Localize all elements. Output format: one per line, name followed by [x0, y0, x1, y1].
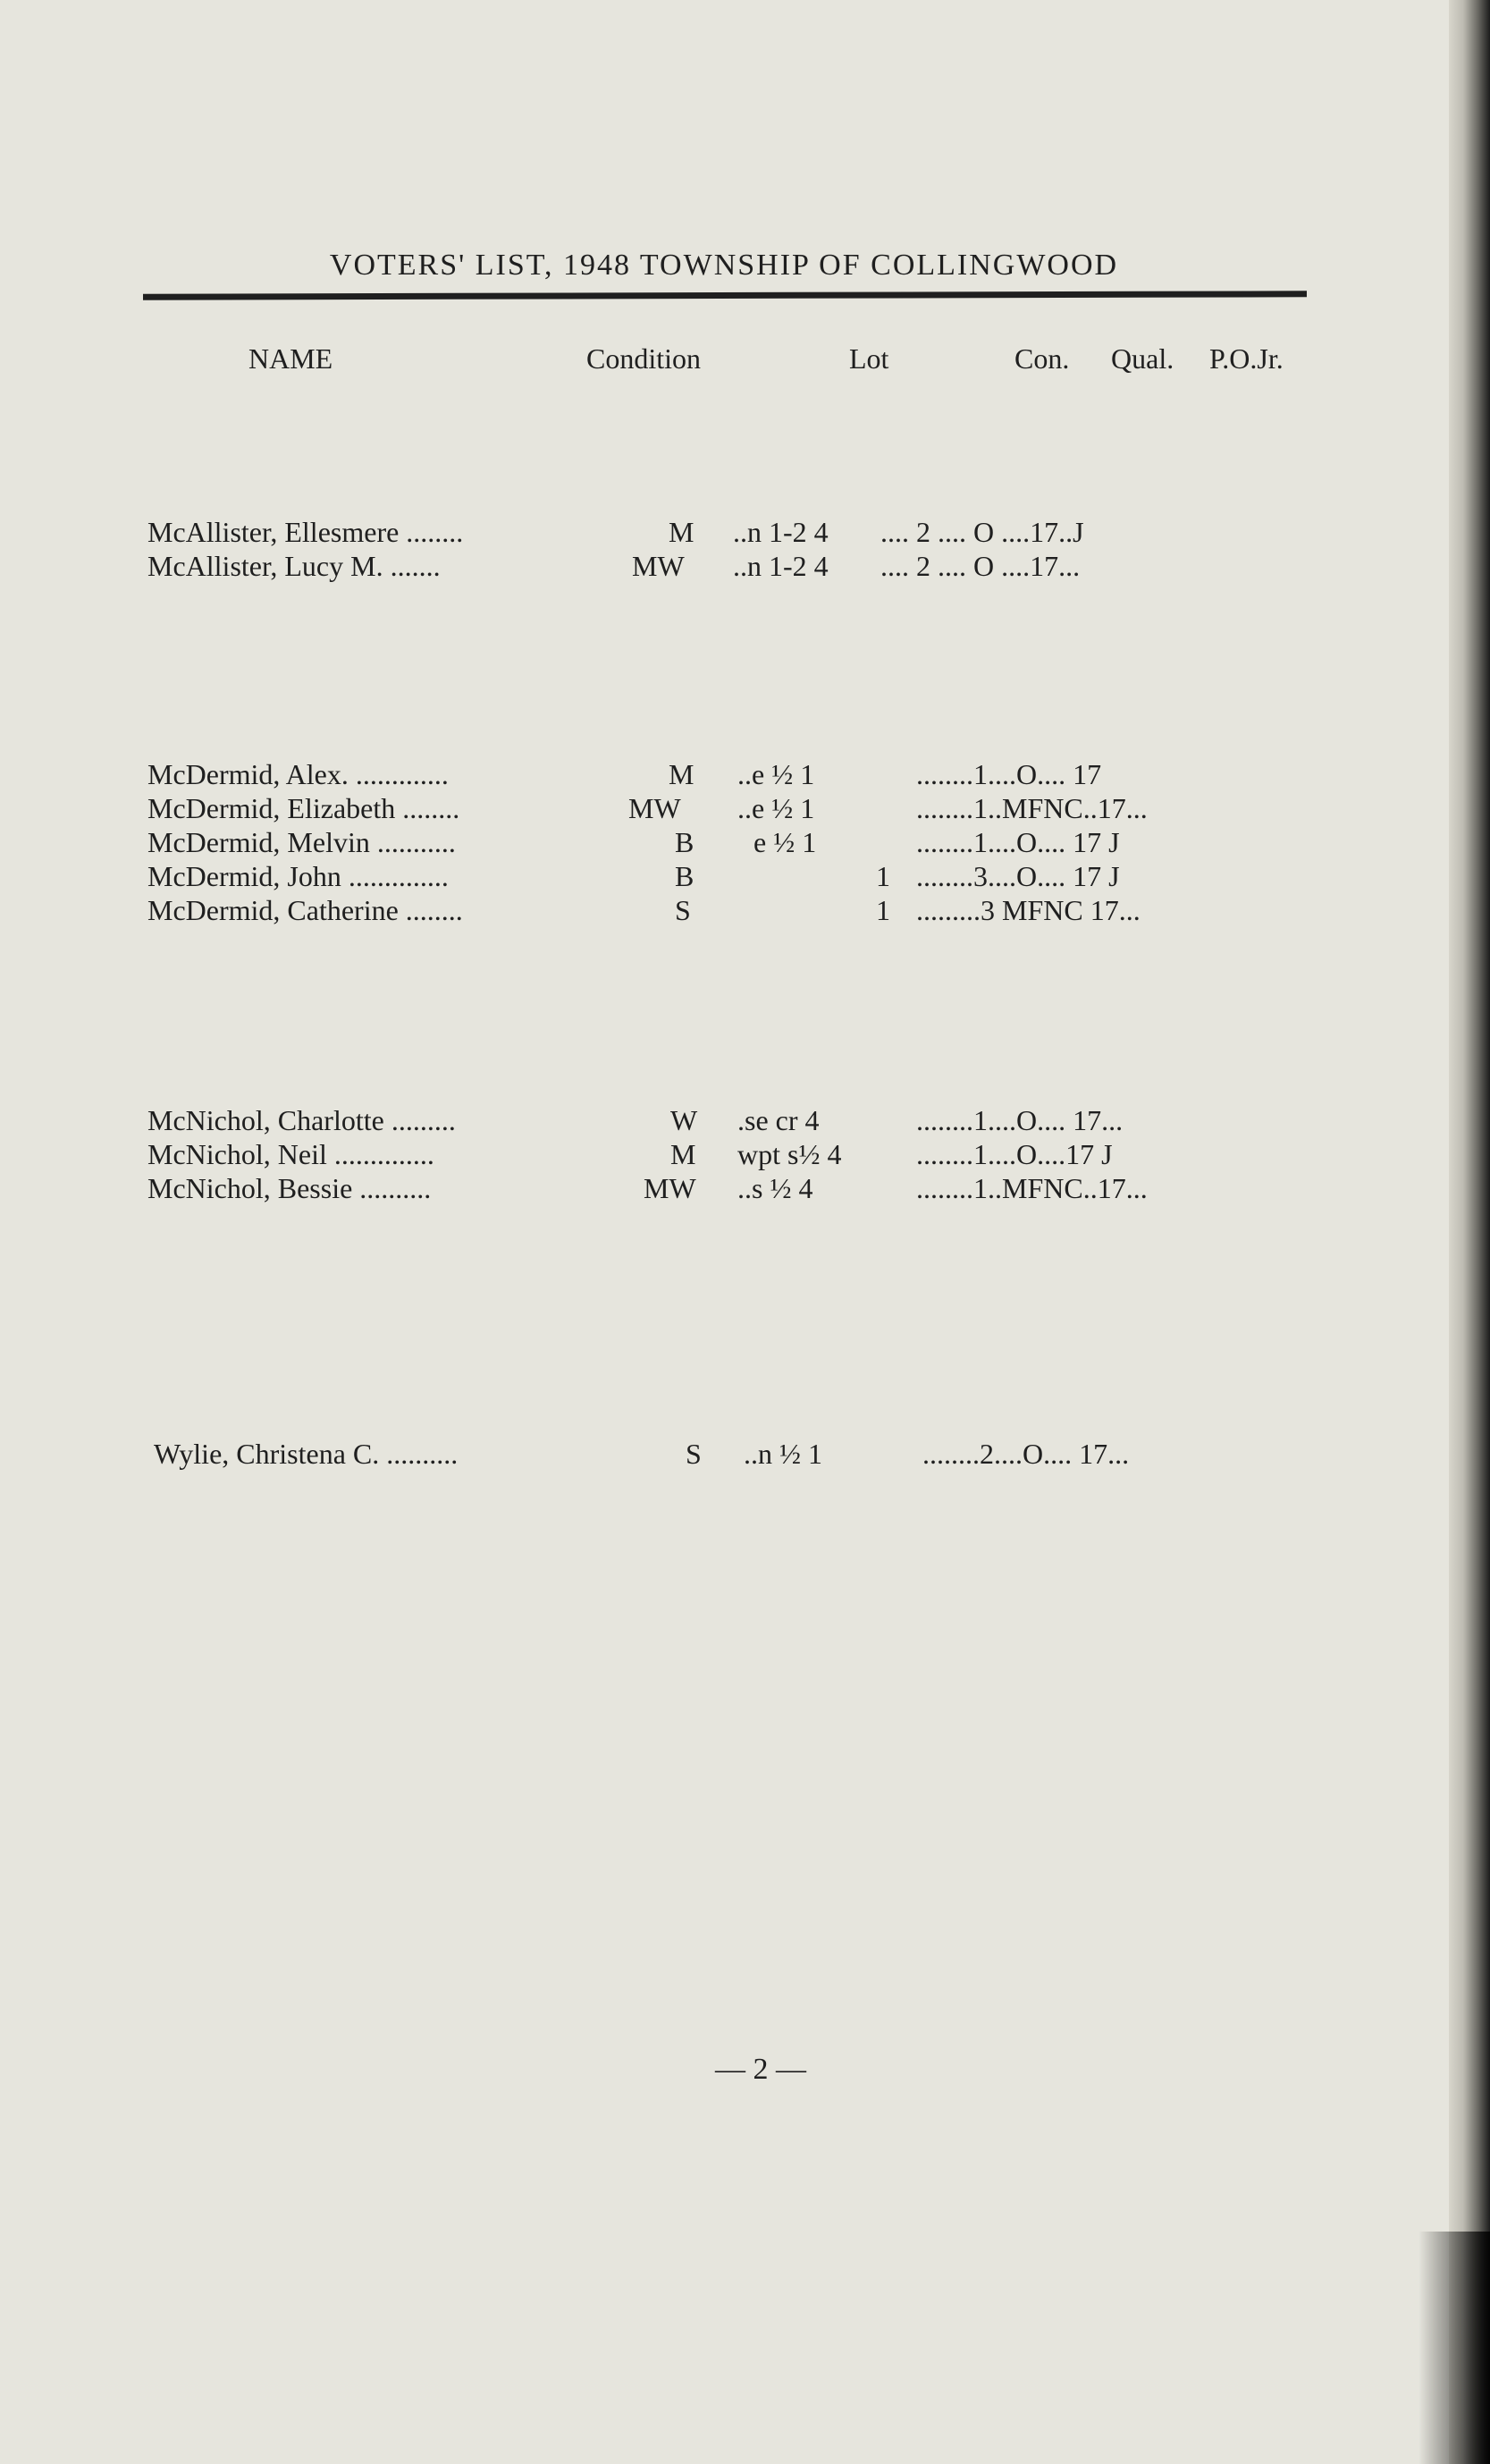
voter-details: ........2....O.... 17...	[922, 1438, 1130, 1470]
voter-lot: ..n ½ 1	[744, 1438, 822, 1470]
voter-name: McDermid, John ..............	[147, 860, 449, 892]
voter-details: .... 2 .... O ....17..J	[880, 516, 1084, 548]
voter-details: ........1....O.... 17	[916, 758, 1102, 790]
voter-details: ........1....O.... 17 J	[916, 826, 1120, 858]
voter-details: ........1..MFNC..17...	[916, 792, 1148, 824]
voter-lot: ..n 1-2 4	[733, 550, 829, 582]
voter-name: Wylie, Christena C. ..........	[154, 1438, 459, 1470]
voter-lot: wpt s½ 4	[737, 1138, 842, 1170]
voter-details: ........1....O....17 J	[916, 1138, 1113, 1170]
voter-details: .........3 MFNC 17...	[916, 894, 1141, 926]
voter-lot: e ½ 1	[753, 826, 817, 858]
page-title: VOTERS' LIST, 1948 TOWNSHIP OF COLLINGWOOD	[329, 249, 1119, 282]
voter-lot: 1	[876, 894, 890, 926]
voter-name: McDermid, Elizabeth ........	[147, 792, 460, 824]
page-number: — 2 —	[715, 2053, 806, 2086]
voter-details: ........1....O.... 17...	[916, 1104, 1124, 1136]
voter-condition: W	[670, 1104, 698, 1136]
voter-lot: 1	[876, 860, 890, 892]
column-header-name: NAME	[248, 342, 333, 375]
corner-shadow	[1418, 2232, 1490, 2464]
voter-name: McNichol, Charlotte .........	[147, 1104, 456, 1136]
voter-lot: ..e ½ 1	[737, 758, 815, 790]
header-rule	[143, 291, 1307, 300]
voter-condition: MW	[632, 550, 685, 582]
voter-lot: .se cr 4	[737, 1104, 820, 1136]
voter-name: McDermid, Catherine ........	[147, 894, 463, 926]
voter-name: McAllister, Ellesmere ........	[147, 516, 464, 548]
column-header-po-jr: P.O.Jr.	[1209, 342, 1284, 375]
voter-condition: S	[675, 894, 691, 926]
column-header-con: Con.	[1014, 342, 1070, 375]
voter-condition: B	[675, 826, 694, 858]
voter-condition: B	[675, 860, 694, 892]
voter-lot: ..n 1-2 4	[733, 516, 829, 548]
voter-details: .... 2 .... O ....17...	[880, 550, 1081, 582]
voter-condition: MW	[628, 792, 681, 824]
column-header-condition: Condition	[586, 342, 702, 375]
voter-name: McNichol, Neil ..............	[147, 1138, 434, 1170]
voter-lot: ..e ½ 1	[737, 792, 815, 824]
voter-condition: MW	[644, 1172, 696, 1204]
voter-condition: M	[669, 758, 694, 790]
voter-condition: S	[686, 1438, 702, 1470]
voter-condition: M	[670, 1138, 696, 1170]
voter-details: ........3....O.... 17 J	[916, 860, 1120, 892]
voter-name: McDermid, Melvin ...........	[147, 826, 456, 858]
column-header-qual: Qual.	[1111, 342, 1174, 375]
voter-name: McDermid, Alex. .............	[147, 758, 449, 790]
voter-condition: M	[669, 516, 694, 548]
column-header-lot: Lot	[849, 342, 889, 375]
page-edge-shadow	[1449, 0, 1490, 2464]
voter-name: McAllister, Lucy M. .......	[147, 550, 441, 582]
voter-name: McNichol, Bessie ..........	[147, 1172, 432, 1204]
voter-lot: ..s ½ 4	[737, 1172, 813, 1204]
voter-details: ........1..MFNC..17...	[916, 1172, 1148, 1204]
